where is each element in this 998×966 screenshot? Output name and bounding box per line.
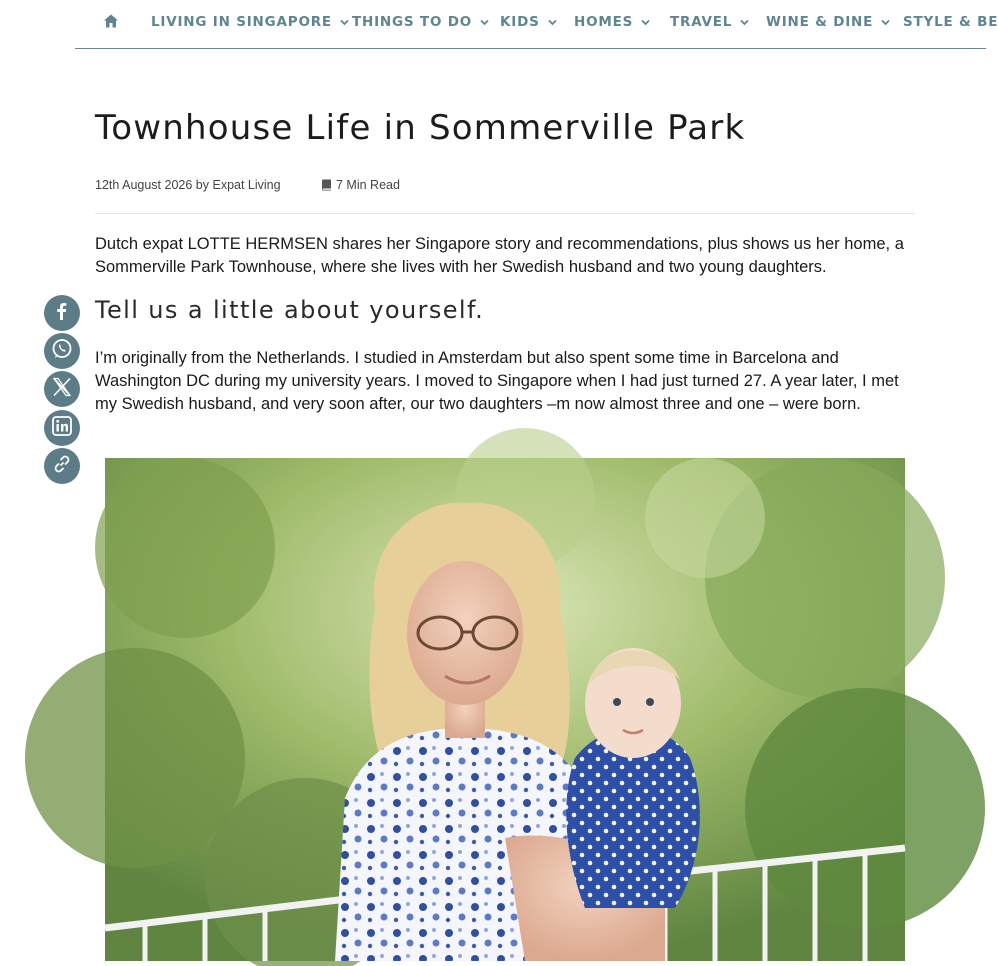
chevron-down-icon xyxy=(548,18,557,27)
nav-label: HOMES xyxy=(574,14,634,30)
meta-divider xyxy=(95,213,915,214)
read-time xyxy=(321,178,400,192)
nav-label: TRAVEL xyxy=(670,14,733,30)
woman-with-baby-photo xyxy=(105,458,905,961)
top-navigation xyxy=(75,0,998,49)
section-heading: Tell us a little about yourself. xyxy=(95,296,485,324)
author-link[interactable]: Expat Living xyxy=(212,178,281,192)
article-meta xyxy=(95,178,915,192)
linkedin-share-button[interactable] xyxy=(44,410,80,446)
facebook-share-button[interactable] xyxy=(44,295,80,331)
publish-date: 12th August 2026 xyxy=(95,178,193,192)
book-icon xyxy=(321,179,332,191)
nav-label: KIDS xyxy=(500,14,540,30)
chevron-down-icon xyxy=(641,18,650,27)
chevron-down-icon xyxy=(480,18,489,27)
whatsapp-icon xyxy=(50,337,74,366)
x-icon xyxy=(51,376,73,403)
copy-link-button[interactable] xyxy=(44,448,80,484)
nav-style-and-beauty[interactable] xyxy=(903,14,998,30)
read-time-label: 7 Min Read xyxy=(336,178,400,192)
nav-label: THINGS TO DO xyxy=(352,14,472,30)
x-share-button[interactable] xyxy=(44,371,80,407)
article-paragraph: I’m originally from the Netherlands. I studied in Amsterdam but also spent some time in Barcelona and Washington DC during my university years. I moved to Singapore when I had just turned 27. A year later, I met my Swedish husband, and very soon after, our two daughters –m now almost three and one – were born. xyxy=(95,349,899,413)
nav-label: LIVING IN SINGAPORE xyxy=(151,14,332,30)
nav-living-in-singapore[interactable] xyxy=(151,14,349,30)
linkedin-icon xyxy=(51,415,73,442)
chevron-down-icon xyxy=(881,18,890,27)
nav-things-to-do[interactable] xyxy=(352,14,489,30)
chevron-down-icon xyxy=(740,18,749,27)
home-icon[interactable] xyxy=(103,13,119,29)
article-intro: Dutch expat LOTTE HERMSEN shares her Singapore story and recommendations, plus shows us her home, a Sommerville Park Townhouse, where she lives with her Swedish husband and two young daughters. xyxy=(95,235,904,276)
page-title: Townhouse Life in Sommerville Park xyxy=(95,108,746,148)
nav-label: STYLE & BE xyxy=(903,14,998,30)
nav-label: WINE & DINE xyxy=(766,14,874,30)
nav-travel[interactable] xyxy=(670,14,749,30)
link-icon xyxy=(51,453,73,480)
nav-wine-and-dine[interactable] xyxy=(766,14,890,30)
chevron-down-icon xyxy=(340,18,349,27)
whatsapp-share-button[interactable] xyxy=(44,333,80,369)
byline-prefix: by xyxy=(195,178,209,192)
facebook-icon xyxy=(52,301,72,326)
nav-homes[interactable] xyxy=(574,14,650,30)
nav-kids[interactable] xyxy=(500,14,557,30)
